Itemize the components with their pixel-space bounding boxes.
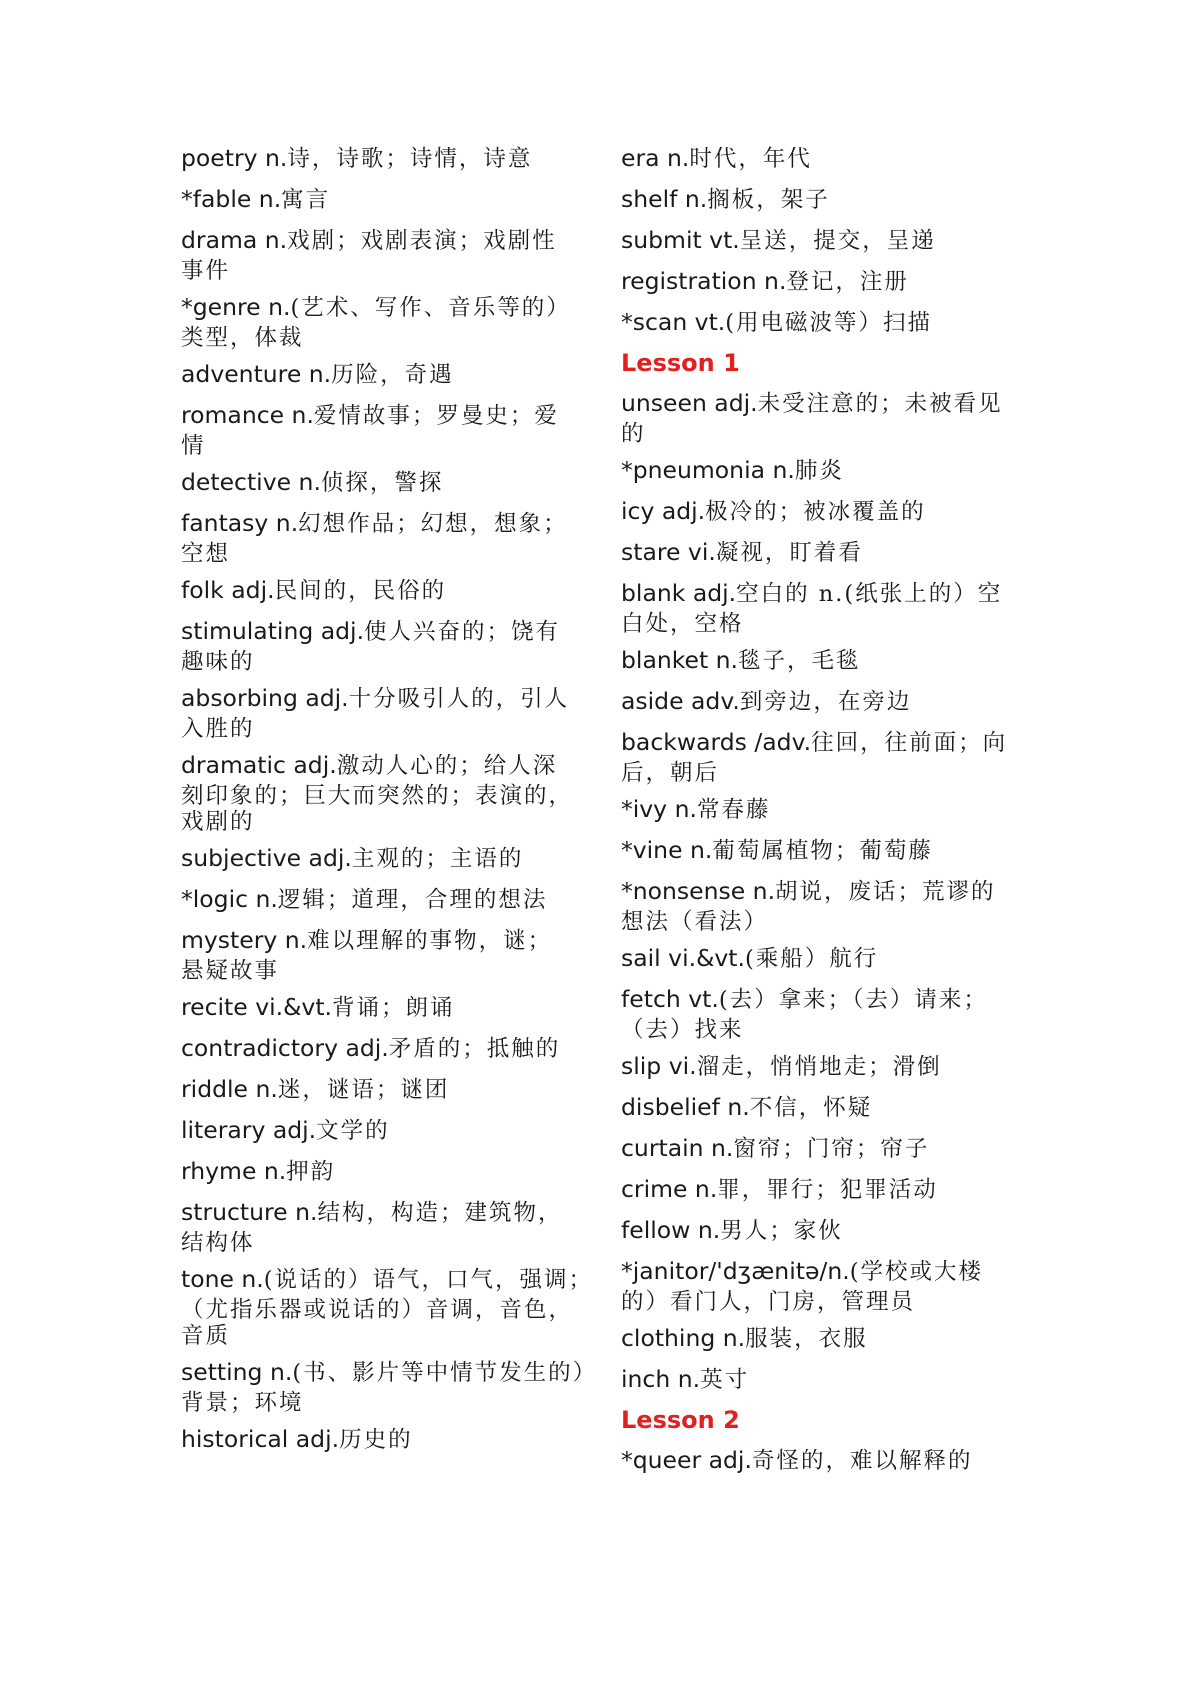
vocab-definition: 到旁边，在旁边 [739,689,912,715]
vocab-definition: (去）拿来；（去）请来； [718,987,988,1013]
vocab-entry [181,503,601,570]
vocab-entry [621,220,1041,261]
vocab-definition: 背景；环境 [181,1390,304,1416]
vocab-definition: 寓言 [281,187,331,213]
vocab-definition: 背诵；朗诵 [332,995,455,1021]
vocab-entry [181,1028,601,1069]
vocab-entry [621,1318,1041,1359]
vocab-word: detective n. [181,468,321,496]
vocab-definition: 登记，注册 [786,269,909,295]
vocab-definition: 白处，空格 [621,611,744,637]
vocab-definition: 后，朝后 [621,760,720,786]
vocab-entry [621,532,1041,573]
vocab-definition: 刻印象的；巨大而突然的；表演的， [181,783,574,809]
vocab-definition: 往回，往前面；向 [811,730,1008,756]
vocab-entry [181,1151,601,1192]
vocab-definition: （尤指乐器或说话的）音调，音色， [181,1297,574,1323]
vocab-definition: 结构体 [181,1230,255,1256]
vocab-definition: 逻辑；道理，合理的想法 [277,887,548,913]
vocab-word: slip vi. [621,1052,697,1080]
vocab-definition: 毯子，毛毯 [738,648,861,674]
vocab-word: icy adj. [621,497,706,525]
vocab-definition: 搁板，架子 [707,187,830,213]
vocab-word: submit vt. [621,226,740,254]
vocab-definition: 未受注意的；未被看见 [757,391,1003,417]
vocab-definition: 音质 [181,1323,231,1349]
vocab-definition: 肺炎 [794,458,844,484]
vocab-entry [181,570,601,611]
vocab-word: mystery n. [181,926,308,954]
vocab-entry [181,179,601,220]
vocab-definition: 迷，谜语；谜团 [277,1077,450,1103]
vocab-definition: 难以理解的事物，谜； [307,928,553,954]
vocab-definition: 事件 [181,258,231,284]
vocab-definition: 矛盾的；抵触的 [388,1036,561,1062]
vocab-definition: 凝视，盯着看 [715,540,863,566]
vocab-definition: (艺术、写作、音乐等的） [290,295,571,321]
vocab-word: romance n. [181,401,314,429]
vocab-definition: 类型，体裁 [181,325,304,351]
vocab-entry [621,830,1041,871]
vocab-definition: 侦探，警探 [320,470,444,496]
vocab-definition: 爱情故事；罗曼史；爱 [313,403,559,429]
vocab-entry [181,987,601,1028]
vocab-entry [621,261,1041,302]
vocab-entry [181,287,601,354]
vocab-definition: 服装，衣服 [745,1326,868,1352]
vocab-definition: 奇怪的，难以解释的 [751,1448,973,1474]
vocab-entry [621,979,1041,1046]
vocab-definition: 民间的，民俗的 [274,578,447,604]
lesson-heading: Lesson 1 [621,349,740,377]
vocab-definition: 趣味的 [181,649,255,675]
left-column [181,138,601,1460]
vocab-word: *vine n. [621,836,713,864]
vocab-word: recite vi.&vt. [181,993,333,1021]
vocab-entry [181,1110,601,1151]
vocab-word: fellow n. [621,1216,721,1244]
vocab-definition: (乘船）航行 [745,946,879,972]
vocab-entry [621,491,1041,532]
vocab-definition: 十分吸引人的，引人 [348,686,570,712]
vocab-entry [181,462,601,503]
vocab-word: inch n. [621,1365,701,1393]
vocab-entry [621,1210,1041,1251]
vocab-word: *nonsense n. [621,877,776,905]
vocab-definition: 极冷的；被冰覆盖的 [705,499,926,525]
vocab-definition: 呈送，提交，呈递 [739,228,936,254]
vocab-word: curtain n. [621,1134,734,1162]
vocab-word: fantasy n. [181,509,299,537]
vocab-definition: 英寸 [700,1367,750,1393]
vocab-definition: 窗帘；门帘；帘子 [733,1136,930,1162]
vocab-word: stimulating adj. [181,617,365,645]
vocab-definition: 空想 [181,541,231,567]
vocab-entry [621,383,1041,450]
vocab-word: era n. [621,144,690,172]
vocab-word: fetch vt. [621,985,719,1013]
vocab-word: structure n. [181,1198,318,1226]
vocab-definition: 罪，罪行；犯罪活动 [717,1177,938,1203]
vocab-word: historical adj. [181,1425,340,1453]
vocab-word: setting n. [181,1358,293,1386]
vocab-word: blank adj. [621,579,737,607]
vocab-entry [181,879,601,920]
vocab-definition: 押韵 [286,1159,336,1185]
vocab-word: riddle n. [181,1075,278,1103]
vocab-word: folk adj. [181,576,275,604]
vocab-definition: 诗，诗歌；诗情，诗意 [287,146,533,172]
vocab-entry [621,450,1041,491]
vocab-word: *fable n. [181,185,282,213]
vocab-word: drama n. [181,226,288,254]
vocab-entry [621,1169,1041,1210]
vocab-entry [181,1192,601,1259]
vocab-word: unseen adj. [621,389,758,417]
vocab-entry [621,871,1041,938]
vocab-entry [181,1419,601,1460]
vocab-word: *logic n. [181,885,278,913]
vocab-word: shelf n. [621,185,708,213]
vocab-entry [621,789,1041,830]
vocab-word: backwards /adv. [621,728,812,756]
vocab-definition: 溜走，悄悄地走；滑倒 [696,1054,942,1080]
vocab-word: *queer adj. [621,1446,752,1474]
vocab-definition: 不信，怀疑 [749,1095,873,1121]
right-column [621,138,1041,1481]
vocab-definition: 葡萄属植物；葡萄藤 [712,838,933,864]
vocab-entry [181,395,601,462]
vocab-word: crime n. [621,1175,718,1203]
vocab-definition: 幻想作品；幻想，想象； [298,511,568,537]
vocab-definition: (说话的）语气，口气，强调； [263,1267,594,1293]
vocab-definition: 文学的 [316,1118,390,1144]
vocab-word: literary adj. [181,1116,317,1144]
vocab-entry [181,838,601,879]
vocab-entry [181,1352,601,1419]
vocab-word: sail vi.&vt. [621,944,745,972]
vocab-entry [621,1046,1041,1087]
vocab-definition: 情 [181,433,206,459]
vocab-entry [181,220,601,287]
vocab-entry [621,302,1041,343]
vocab-definition: 使人兴奋的；饶有 [364,619,561,645]
vocab-definition: 的）看门人，门房，管理员 [621,1289,916,1315]
vocab-definition: 戏剧的 [181,809,255,835]
vocab-entry [181,1069,601,1110]
vocab-word: rhyme n. [181,1157,287,1185]
vocab-entry [621,1359,1041,1400]
vocab-entry [621,573,1041,640]
vocab-word: subjective adj. [181,844,352,872]
vocab-word: registration n. [621,267,787,295]
vocab-word: tone n. [181,1265,264,1293]
vocab-word: *ivy n. [621,795,697,823]
vocab-word: *janitor/'dʒænitə/n. [621,1257,850,1285]
vocab-entry [621,640,1041,681]
vocab-definition: 戏剧；戏剧表演；戏剧性 [287,228,557,254]
vocab-definition: (用电磁波等）扫描 [725,310,933,336]
vocab-entry [181,745,601,838]
vocab-entry [621,1251,1041,1318]
vocab-definition: 悬疑故事 [181,958,280,984]
vocab-definition: 结构，构造；建筑物， [317,1200,563,1226]
vocab-definition: 的 [621,421,646,447]
vocab-definition: 历史的 [339,1427,413,1453]
vocab-word: dramatic adj. [181,751,337,779]
vocab-definition: (学校或大楼 [849,1259,983,1285]
vocab-definition: 入胜的 [181,716,255,742]
vocab-entry [181,920,601,987]
vocab-definition: 主观的；主语的 [351,846,524,872]
vocab-definition: 时代，年代 [689,146,812,172]
vocab-definition: 历险，奇遇 [331,362,454,388]
vocab-entry [621,1440,1041,1481]
vocab-entry [621,179,1041,220]
vocab-word: adventure n. [181,360,332,388]
vocab-entry [621,681,1041,722]
vocab-word: absorbing adj. [181,684,349,712]
vocab-entry [621,1128,1041,1169]
vocab-word: *pneumonia n. [621,456,795,484]
vocab-entry [621,938,1041,979]
vocab-word: *genre n. [181,293,291,321]
vocab-word: stare vi. [621,538,716,566]
vocab-entry [181,1259,601,1352]
vocab-definition: 想法（看法） [621,909,769,935]
vocab-word: blanket n. [621,646,739,674]
lesson-heading: Lesson 2 [621,1406,740,1434]
vocab-entry [621,722,1041,789]
vocab-word: aside adv. [621,687,740,715]
vocab-word: contradictory adj. [181,1034,389,1062]
vocab-word: *scan vt. [621,308,726,336]
vocab-word: disbelief n. [621,1093,750,1121]
vocab-entry [181,354,601,395]
vocab-definition: (书、影片等中情节发生的） [292,1360,598,1386]
vocab-definition: 常春藤 [696,797,771,823]
vocab-entry [621,1087,1041,1128]
vocab-word: clothing n. [621,1324,746,1352]
vocab-entry [181,678,601,745]
vocab-entry [181,138,601,179]
vocab-entry [181,611,601,678]
vocab-definition: 空白的 n.(纸张上的）空 [736,581,1003,607]
vocab-definition: 胡说，废话；荒谬的 [775,879,996,905]
vocab-word: poetry n. [181,144,288,172]
vocab-entry [621,138,1041,179]
vocab-definition: 激动人心的；给人深 [336,753,558,779]
vocab-definition: （去）找来 [621,1017,744,1043]
vocab-definition: 男人；家伙 [720,1218,843,1244]
